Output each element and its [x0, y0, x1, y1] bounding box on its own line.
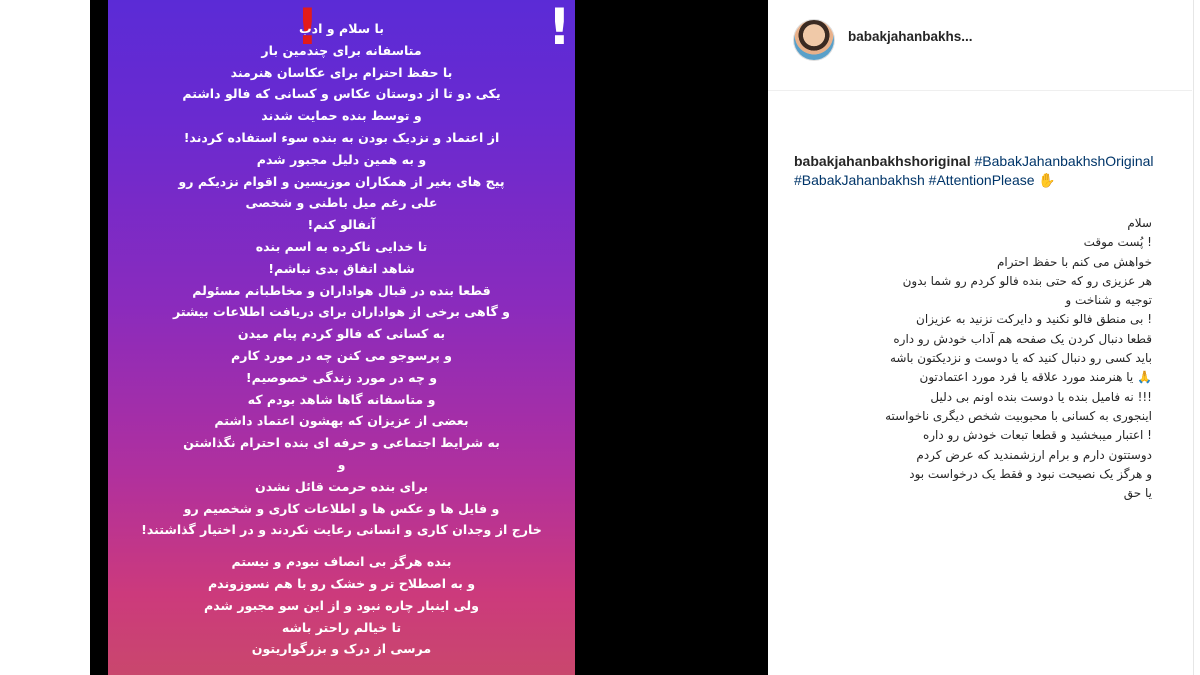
caption-line: باید کسی رو دنبال کنید که یا دوست و نزدیکتون باشه: [889, 351, 1152, 366]
post-header: [768, 0, 1192, 91]
story-line: خارج از وجدان کاری و انسانی رعایت نکردند و در اختیار گذاشتند!: [141, 522, 542, 538]
caption-line: دوستتون دارم و برام ارزشمندید که عرض کردم: [916, 447, 1152, 462]
story-line: برای بنده حرمت قائل نشدن: [254, 478, 429, 494]
caption-line: خواهش می کنم با حفظ احترام: [996, 254, 1152, 269]
story-image: [108, 0, 575, 675]
story-line: تا خدایی ناکرده به اسم بنده: [255, 238, 428, 254]
story-line: آنفالو کنم!: [307, 217, 376, 233]
story-line: و توسط بنده حمایت شدند: [261, 108, 422, 124]
story-line: و پرسوجو می کنن چه در مورد کارم: [230, 347, 453, 363]
story-line: بنده هرگز بی انصاف نبودم و نیستم: [231, 554, 452, 570]
post-side-panel: [768, 0, 1192, 675]
story-line: ولی اینبار چاره نبود و از این سو مجبور شدم: [204, 597, 479, 613]
caption-line: و هرگز یک نصیحت نبود و فقط یک درخواست بود: [909, 466, 1152, 481]
caption-line: 🙏 یا هنرمند مورد علاقه یا فرد مورد اعتمادتون: [919, 370, 1152, 385]
story-line: قطعا بنده در قبال هواداران و مخاطبانم مسئولم: [192, 282, 491, 298]
caption-username[interactable]: babakjahanbakhshoriginal: [794, 153, 971, 169]
story-text: [128, 18, 555, 660]
caption-line: ! بی منطق فالو نکنید و دایرکت نزنید به عزیزان: [916, 312, 1152, 327]
story-line: به کسانی که فالو کردم پیام میدن: [237, 326, 446, 342]
caption-line: !!! نه فامیل بنده یا دوست بنده اونم بی دلیل: [930, 389, 1152, 404]
avatar[interactable]: [794, 20, 834, 60]
story-line: از اعتماد و نزدیک بودن به بنده سوء استفاده کردند!: [183, 129, 500, 145]
story-line: یکی دو تا از دوستان عکاس و کسانی که فالو داشتم: [182, 86, 501, 102]
story-line: بعضی از عزیزان که بهشون اعتماد داشتم: [214, 413, 469, 429]
username-link[interactable]: babakjahanbakhs...: [848, 29, 973, 44]
story-line: متاسفانه برای چندمین بار: [261, 42, 422, 58]
story-line: مرسی از درک و بزرگواریتون: [251, 641, 432, 657]
caption-line: اینجوری به کسانی با محبوبیت شخص دیگری ناخواسته: [885, 408, 1152, 423]
story-line: و چه در مورد زندگی خصوصیم!: [245, 369, 438, 385]
hashtag-link[interactable]: #BabakJahanbakhshOriginal: [974, 153, 1154, 169]
story-line: با سلام و ادب: [298, 21, 385, 36]
story-line: علی رغم میل باطنی و شخصی: [245, 195, 438, 211]
white-exclamation-mark: !: [548, 0, 571, 56]
caption-line: توجیه و شناخت و: [1065, 293, 1152, 308]
caption-line: قطعا دنبال کردن یک صفحه هم آداب خودش رو داره: [893, 331, 1152, 346]
story-line: شاهد اتفاق بدی نباشم!: [268, 260, 415, 276]
story-line: و متاسفانه گاها شاهد بودم که: [247, 391, 436, 407]
caption-line: یا حق: [1123, 486, 1152, 501]
caption-header: [794, 152, 1154, 191]
red-exclamation-mark: !: [296, 0, 319, 56]
story-line: و به همین دلیل مجبور شدم: [256, 151, 427, 167]
caption-text: [794, 214, 1152, 503]
story-line: و به اصطلاح تر و خشک رو با هم نسوزوندم: [207, 575, 476, 591]
story-line: با حفظ احترام برای عکاسان هنرمند: [230, 64, 453, 80]
hashtag-link[interactable]: #AttentionPlease: [928, 172, 1035, 188]
hashtag-link[interactable]: #BabakJahanbakhsh: [794, 172, 925, 188]
caption-line: هر عزیزی رو که حتی بنده فالو کردم رو شما بدون: [902, 273, 1152, 288]
story-line: و فایل ها و عکس ها و اطلاعات کاری و شخصیم رو: [183, 500, 500, 516]
raised-hand-icon: ✋: [1038, 173, 1056, 189]
story-gap: [128, 541, 555, 551]
story-line: و گاهی برخی از هواداران برای دریافت اطلاعات بیشتر: [173, 304, 510, 320]
story-line: تا خیالم راحتر باشه: [281, 619, 402, 635]
story-line: به شرایط اجتماعی و حرفه ای بنده احترام نگذاشتن: [183, 435, 500, 451]
caption-line: سلام: [1127, 216, 1152, 230]
caption-line: ! اعتبار میبخشید و قطعا تبعات خودش رو داره: [922, 428, 1152, 443]
caption-line: ! پُست موقت: [1083, 235, 1152, 250]
story-line: و: [337, 456, 346, 472]
story-line: پیج های بغیر از همکاران موزیسین و اقوام نزدیکم رو: [178, 173, 505, 189]
